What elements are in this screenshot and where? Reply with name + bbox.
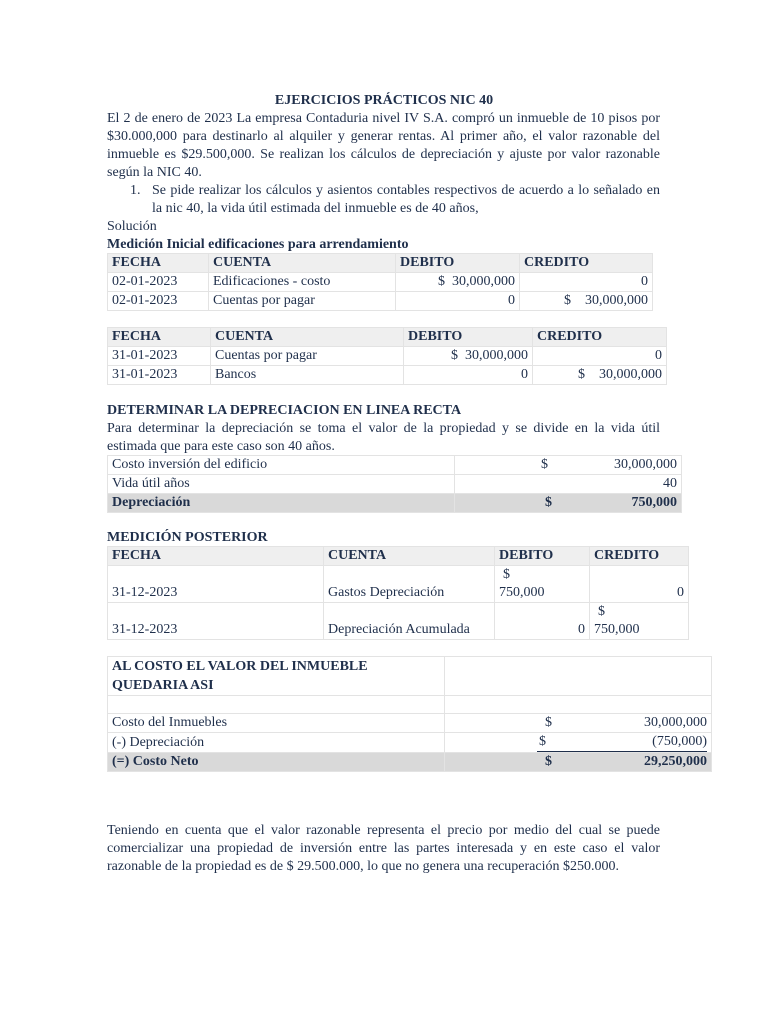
header-debito: DEBITO bbox=[396, 254, 520, 273]
header-credito: CREDITO bbox=[520, 254, 653, 273]
net-cost-heading bbox=[108, 657, 445, 696]
journal-table-initial bbox=[107, 253, 653, 311]
amount: 30,000,000 bbox=[614, 457, 677, 472]
cell-cuenta: Edificaciones - costo bbox=[209, 273, 396, 292]
amount: (750,000) bbox=[652, 734, 707, 749]
header-cuenta: CUENTA bbox=[324, 547, 495, 566]
currency-sign: $ bbox=[545, 495, 552, 510]
cell-fecha: 31-12-2023 bbox=[108, 566, 324, 603]
journal-table-depreciation bbox=[107, 546, 689, 640]
cell-value: 40 bbox=[455, 475, 682, 494]
empty-cell bbox=[108, 696, 445, 714]
table-header-row bbox=[108, 254, 653, 273]
currency-sign: $ bbox=[545, 754, 552, 769]
cell-credito: 0 bbox=[590, 566, 689, 603]
document-title: EJERCICIOS PRÁCTICOS NIC 40 bbox=[274, 93, 494, 108]
table-row bbox=[108, 366, 667, 385]
cell-fecha: 31-12-2023 bbox=[108, 603, 324, 640]
item-text: Se pide realizar los cálculos y asientos contables respectivos de acuerdo a lo señalado en la nic 40, la vida útil estimada del inmueble es de 40 años, bbox=[152, 183, 660, 216]
header-debito: DEBITO bbox=[495, 547, 590, 566]
cell-value bbox=[455, 494, 682, 513]
header-fecha: FECHA bbox=[108, 328, 211, 347]
header-credito: CREDITO bbox=[533, 328, 667, 347]
amount: 30,000,000 bbox=[452, 274, 515, 289]
amount: 750,000 bbox=[499, 585, 545, 600]
amount: 30,000,000 bbox=[599, 367, 662, 382]
heading-line: QUEDARIA ASI bbox=[112, 678, 214, 693]
table-row bbox=[108, 566, 689, 603]
cell-label: Costo del Inmuebles bbox=[108, 714, 445, 733]
cell-label: (-) Depreciación bbox=[108, 733, 445, 753]
currency-sign: $ bbox=[539, 734, 546, 749]
cell-debito: 0 bbox=[404, 366, 533, 385]
cell-debito: 0 bbox=[495, 603, 590, 640]
cell-debito bbox=[404, 347, 533, 366]
intro-paragraph: El 2 de enero de 2023 La empresa Contaduria nivel IV S.A. compró un inmueble de 10 pisos por $30.000,000 para destinarlo al alquiler y generar rentas. Al primer año, el valor razonable del inmueble es $29.500,000. Se realizan los cálculos de depreciación y ajuste por valor razonable según la NIC 40. bbox=[107, 111, 660, 180]
header-fecha: FECHA bbox=[108, 254, 209, 273]
cell-label: Costo inversión del edificio bbox=[108, 456, 455, 475]
cell-label: (=) Costo Neto bbox=[108, 753, 445, 772]
cell-debito: 0 bbox=[396, 292, 520, 311]
cell-cuenta: Cuentas por pagar bbox=[211, 347, 404, 366]
table-heading-row bbox=[108, 657, 712, 696]
spacer-row bbox=[108, 696, 712, 714]
cell-debito bbox=[495, 566, 590, 603]
table-row bbox=[108, 347, 667, 366]
table-row bbox=[108, 292, 653, 311]
header-cuenta: CUENTA bbox=[209, 254, 396, 273]
currency-sign: $ bbox=[564, 293, 571, 308]
table-row bbox=[108, 714, 712, 733]
cell-value bbox=[445, 714, 712, 733]
amount: 30,000,000 bbox=[465, 348, 528, 363]
cell-label: Vida útil años bbox=[108, 475, 455, 494]
cell-credito bbox=[533, 366, 667, 385]
table-header-row bbox=[108, 547, 689, 566]
cell-credito: 0 bbox=[520, 273, 653, 292]
heading-line: AL COSTO EL VALOR DEL INMUEBLE bbox=[112, 659, 368, 674]
cell-fecha: 31-01-2023 bbox=[108, 366, 211, 385]
table-header-row bbox=[108, 328, 667, 347]
amount: 30,000,000 bbox=[585, 293, 648, 308]
depreciation-table bbox=[107, 455, 682, 513]
cell-cuenta: Depreciación Acumulada bbox=[324, 603, 495, 640]
conclusion-paragraph: Teniendo en cuenta que el valor razonable representa el precio por medio del cual se puede comercializar una propiedad de inversión entre las partes interesada y en este caso el valor razonable de la propiedad es de $ 29.500.000, lo que no genera una recuperación $250.000. bbox=[107, 823, 660, 874]
currency-sign: $ bbox=[438, 274, 445, 289]
currency-sign: $ bbox=[451, 348, 458, 363]
net-cost-table bbox=[107, 656, 712, 772]
cell-cuenta: Cuentas por pagar bbox=[209, 292, 396, 311]
cell-cuenta: Gastos Depreciación bbox=[324, 566, 495, 603]
cell-credito bbox=[590, 603, 689, 640]
amount: 750,000 bbox=[594, 622, 640, 637]
journal-table-payment bbox=[107, 327, 667, 385]
depreciation-heading: DETERMINAR LA DEPRECIACION EN LINEA RECTA bbox=[107, 403, 462, 418]
header-cuenta: CUENTA bbox=[211, 328, 404, 347]
cell-debito bbox=[396, 273, 520, 292]
table-row-total bbox=[108, 494, 682, 513]
header-credito: CREDITO bbox=[590, 547, 689, 566]
cell-fecha: 02-01-2023 bbox=[108, 292, 209, 311]
currency-sign: $ bbox=[541, 457, 548, 472]
medicion-posterior-heading: MEDICIÓN POSTERIOR bbox=[107, 530, 268, 545]
amount: 29,250,000 bbox=[644, 754, 707, 769]
currency-sign: $ bbox=[503, 567, 510, 582]
table-row bbox=[108, 456, 682, 475]
currency-sign: $ bbox=[545, 715, 552, 730]
header-fecha: FECHA bbox=[108, 547, 324, 566]
cell-fecha: 31-01-2023 bbox=[108, 347, 211, 366]
amount: 30,000,000 bbox=[644, 715, 707, 730]
solucion-label: Solución bbox=[107, 219, 157, 234]
cell-value bbox=[445, 753, 712, 772]
cell-label: Depreciación bbox=[108, 494, 455, 513]
amount: 750,000 bbox=[631, 495, 677, 510]
currency-sign: $ bbox=[598, 604, 605, 619]
cell-credito bbox=[520, 292, 653, 311]
cell-credito: 0 bbox=[533, 347, 667, 366]
currency-sign: $ bbox=[578, 367, 585, 382]
table-row bbox=[108, 475, 682, 494]
cell-cuenta: Bancos bbox=[211, 366, 404, 385]
empty-cell bbox=[445, 696, 712, 714]
cell-value bbox=[445, 733, 712, 753]
table-row bbox=[108, 273, 653, 292]
medicion-inicial-heading: Medición Inicial edificaciones para arrendamiento bbox=[107, 237, 409, 252]
table-row-total bbox=[108, 753, 712, 772]
cell-value bbox=[455, 456, 682, 475]
depreciation-text: Para determinar la depreciación se toma el valor de la propiedad y se divide en la vida útil estimada que para este caso son 40 años. bbox=[107, 421, 660, 454]
table-row bbox=[108, 733, 712, 753]
header-debito: DEBITO bbox=[404, 328, 533, 347]
item-number: 1. bbox=[130, 183, 141, 198]
table-row bbox=[108, 603, 689, 640]
cell-fecha: 02-01-2023 bbox=[108, 273, 209, 292]
empty-cell bbox=[445, 657, 712, 696]
